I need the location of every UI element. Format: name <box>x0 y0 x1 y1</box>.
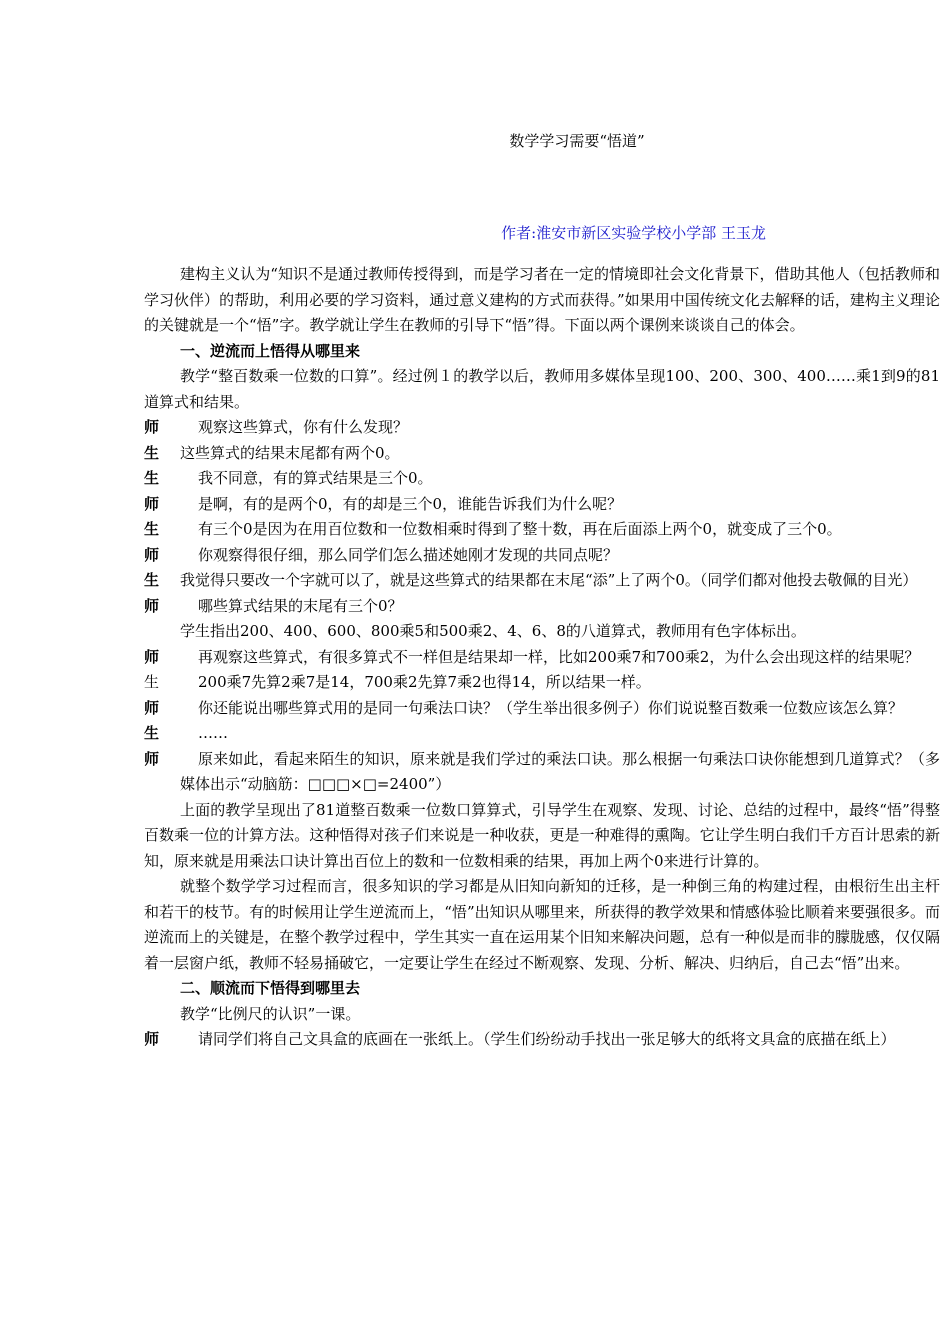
narration-text: 学生指出200、400、600、800乘5和500乘2、4、6、8的八道算式，教师用有色字体标出。 <box>180 622 806 640</box>
speaker-label: 师 <box>144 418 160 436</box>
dialogue-text: 请同学们将自己文具盒的底画在一张纸上。（学生们纷纷动手找出一张足够大的纸将文具盒的底描在纸上） <box>198 1030 896 1048</box>
speaker-label: 师 <box>144 545 160 564</box>
dialogue-text: 原来如此，看起来陌生的知识，原来就是我们学过的乘法口诀。那么根据一句乘法口诀你能想到几道算式？（多媒体出示“动脑筋：□□□×□=2400”） <box>180 749 940 793</box>
dialogue-text: 哪些算式结果的末尾有三个0？ <box>198 596 403 615</box>
dialogue-text: 这些算式的结果末尾都有两个0。 <box>180 443 400 462</box>
section-heading-1: 一、逆流而上悟得从哪里来 <box>180 341 361 360</box>
speaker-label: 师 <box>144 749 160 768</box>
dialogue-text: 我觉得只要改一个字就可以了，就是这些算式的结果都在末尾“添”上了两个0。（同学们都对他投去敬佩的目光） <box>180 571 918 589</box>
dialogue-text: 是啊，有的是两个0，有的却是三个0，谁能告诉我们为什么呢？ <box>198 494 623 513</box>
dialogue-text: …… <box>198 724 228 742</box>
speaker-label: 师 <box>144 494 160 513</box>
speaker-label <box>144 619 180 645</box>
speaker-label: 生 <box>144 673 160 691</box>
speaker-label: 师 <box>144 647 160 666</box>
speaker-label: 生 <box>144 724 160 742</box>
dialogue-text: 我不同意，有的算式结果是三个0。 <box>198 469 433 487</box>
dialogue-text: 观察这些算式，你有什么发现？ <box>198 418 409 436</box>
speaker-label: 生 <box>144 443 160 462</box>
summary-paragraph-2: 就整个数学学习过程而言，很多知识的学习都是从旧知向新知的迁移，是一种倒三角的构建过程，由根衍生出主杆和若干的枝节。有的时候用让学生逆流而上，“悟”出知识从哪里来，所获得的教学效果和情感体验比顺着来要强很多。而逆流而上的关键是，在整个教学过程中，学生其实一直在运用某个旧知来解决问题，总有一种似是而非的朦胧感，仅仅隔着一层窗户纸，教师不轻易捅破它，一定要让学生在经过不断观察、发现、分析、解决、归纳后，自己去“悟”出来。 <box>144 877 940 972</box>
section-2-lead: 教学“比例尺的认识”一课。 <box>180 1004 361 1023</box>
speaker-label: 师 <box>144 1030 160 1048</box>
dialogue-line <box>144 645 940 671</box>
dialogue-line <box>144 543 940 569</box>
dialogue-line <box>144 466 940 492</box>
speaker-label: 生 <box>144 469 160 487</box>
dialogue-line <box>144 747 940 798</box>
dialogue-line <box>144 670 940 696</box>
dialogue-line <box>144 721 940 747</box>
narration-line <box>144 619 940 645</box>
dialogue-text: 有三个0是因为在用百位数和一位数相乘时得到了整十数，再在后面添上两个0，就变成了三个0。 <box>198 520 842 538</box>
section-1-lead: 教学“整百数乘一位数的口算”。经过例１的教学以后，教师用多媒体呈现100、200、300、400……乘1到9的81道算式和结果。 <box>144 367 940 411</box>
speaker-label: 生 <box>144 571 160 589</box>
intro-paragraph: 建构主义认为“知识不是通过教师传授得到，而是学习者在一定的情境即社会文化背景下，借助其他人（包括教师和学习伙伴）的帮助，利用必要的学习资料，通过意义建构的方式而获得。”如果用中国传统文化去解释的话，建构主义理论的关键就是一个“悟”字。教学就让学生在教师的引导下“悟”得。下面以两个课例来谈谈自己的体会。 <box>144 265 940 334</box>
dialogue-line <box>144 415 940 441</box>
document-title: 数学学习需要“悟道” <box>509 132 645 150</box>
dialogue-line <box>144 696 940 722</box>
dialogue-text: 你还能说出哪些算式用的是同一句乘法口诀？（学生举出很多例子）你们说说整百数乘一位数应该怎么算？ <box>198 698 904 717</box>
speaker-label: 师 <box>144 698 160 717</box>
speaker-label: 师 <box>144 596 160 615</box>
dialogue-line <box>144 492 940 518</box>
document-body <box>144 262 940 1053</box>
summary-paragraph-1: 上面的教学呈现出了81道整百数乘一位数口算算式，引导学生在观察、发现、讨论、总结的过程中，最终“悟”得整百数乘一位的计算方法。这种悟得对孩子们来说是一种收获，更是一种难得的熏陶。它让学生明白我们千方百计思索的新知，原来就是用乘法口诀计算出百位上的数和一位数相乘的结果，再加上两个0来进行计算的。 <box>144 800 940 870</box>
dialogue-line <box>144 568 940 594</box>
dialogue-line <box>144 517 940 543</box>
speaker-label: 生 <box>144 520 160 538</box>
dialogue-line <box>144 1027 940 1053</box>
dialogue-line <box>144 594 940 620</box>
author-line: 作者:淮安市新区实验学校小学部 王玉龙 <box>501 224 766 242</box>
dialogue-text: 再观察这些算式，有很多算式不一样但是结果却一样，比如200乘7和700乘2，为什么会出现这样的结果呢？ <box>198 647 920 666</box>
dialogue-text: 你观察得很仔细，那么同学们怎么描述她刚才发现的共同点呢？ <box>198 545 619 564</box>
section-heading-2: 二、顺流而下悟得到哪里去 <box>180 979 361 997</box>
dialogue-line <box>144 441 940 467</box>
dialogue-text: 200乘7先算2乘7是14，700乘2先算7乘2也得14，所以结果一样。 <box>198 673 651 691</box>
